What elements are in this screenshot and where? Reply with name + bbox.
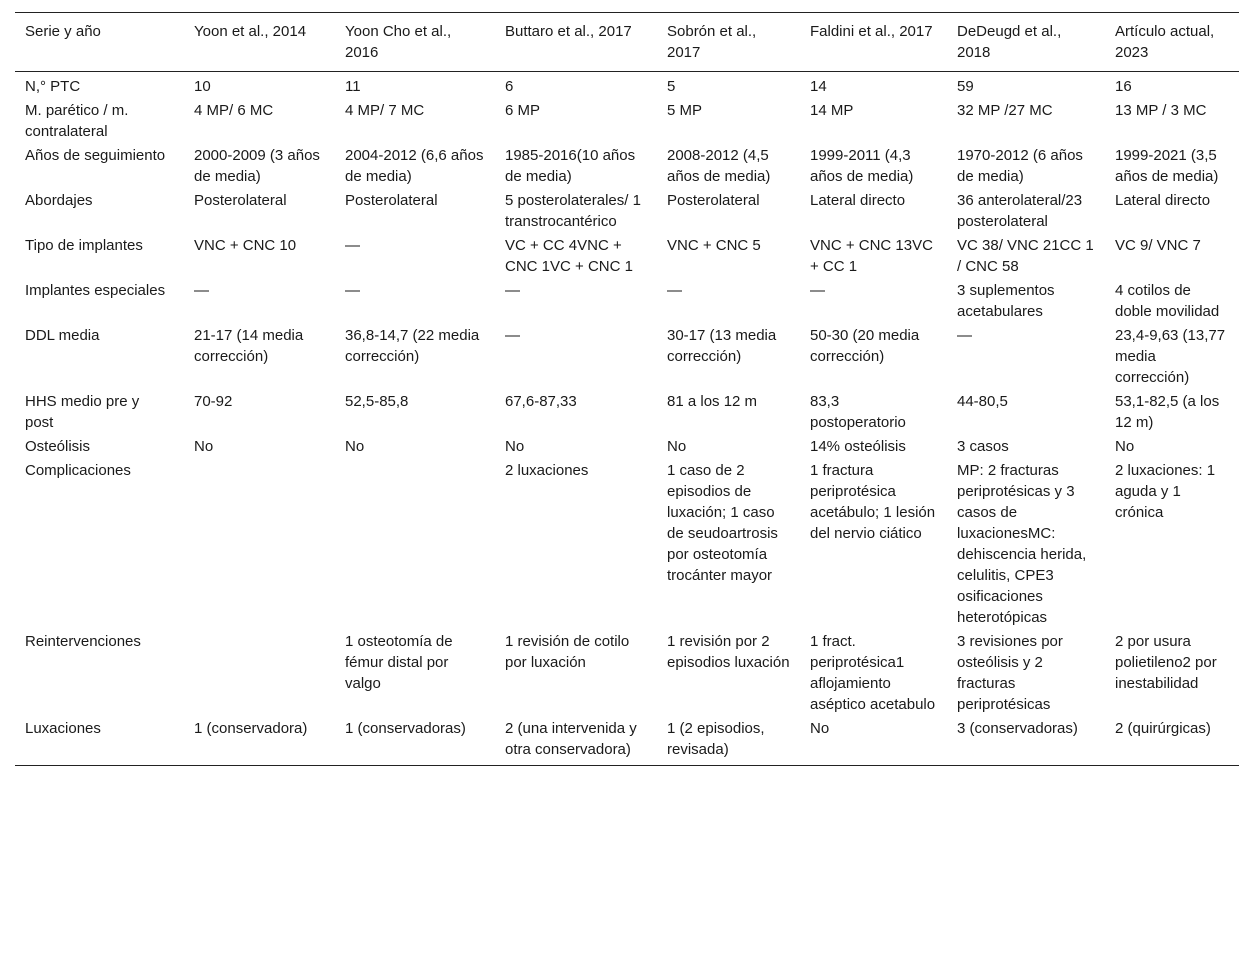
table-cell: 4 MP/ 7 MC: [345, 102, 425, 119]
table-cell: No: [505, 438, 525, 455]
table-cell: 3 revisiones por osteólisis y 2 fracturas periprotésicas: [957, 633, 1063, 713]
table-cell: 1 (conservadoras): [345, 720, 466, 737]
row-label: Tipo de implantes: [25, 237, 143, 254]
table-cell: 1 osteotomía de fémur distal por valgo: [345, 633, 453, 692]
table-cell: 32 MP /27 MC: [957, 102, 1053, 119]
table-row: [15, 459, 1239, 630]
table-cell: 53,1-82,5 (a los 12 m): [1115, 393, 1220, 431]
table-cell: 1 caso de 2 episodios de luxación; 1 caso de seudoartrosis por osteotomía trocánter mayor: [667, 462, 778, 584]
header-cell: Artículo actual, 2023: [1115, 23, 1215, 61]
table-cell: 10: [194, 78, 211, 95]
table-cell: 3 suplementos acetabulares: [957, 282, 1055, 320]
header-cell: Faldini et al., 2017: [810, 23, 933, 40]
table-cell: 1 fractura periprotésica acetábulo; 1 lesión del nervio ciático: [810, 462, 936, 542]
row-label: DDL media: [25, 327, 100, 344]
table-cell: Lateral directo: [1115, 192, 1211, 209]
table-cell: [800, 762, 947, 766]
table-cell: Posterolateral: [667, 192, 760, 209]
table-cell: 1999-2011 (4,3 años de media): [810, 147, 914, 185]
table-cell: 2008-2012 (4,5 años de media): [667, 147, 771, 185]
table-cell: VC + CC 4VNC + CNC 1VC + CNC 1: [505, 237, 633, 275]
table-cell: 5: [667, 78, 676, 95]
row-label: Abordajes: [25, 192, 93, 209]
table-cell: [495, 762, 657, 766]
table-cell: No: [810, 720, 830, 737]
table-cell: 1970-2012 (6 años de media): [957, 147, 1083, 185]
table-cell: No: [1115, 438, 1135, 455]
table-cell: 2 luxaciones: [505, 462, 589, 479]
table-cell: 3 casos: [957, 438, 1009, 455]
header-cell: Buttaro et al., 2017: [505, 23, 632, 40]
table-cell: 2 (quirúrgicas): [1115, 720, 1211, 737]
table-cell: VC 38/ VNC 21CC 1 / CNC 58: [957, 237, 1094, 275]
table-cell: 36 anterolateral/23 posterolateral: [957, 192, 1083, 230]
table-row: [15, 324, 1239, 390]
table-cell: 6: [505, 78, 514, 95]
table-cell: —: [345, 237, 360, 254]
table-cell: 2000-2009 (3 años de media): [194, 147, 320, 185]
table-cell: 2 por usura polietileno2 por inestabilidad: [1115, 633, 1217, 692]
row-label: Osteólisis: [25, 438, 91, 455]
table-cell: —: [345, 282, 360, 299]
table-row: [15, 99, 1239, 144]
table-cell: 11: [345, 78, 361, 95]
table-cell: 1985-2016(10 años de media): [505, 147, 636, 185]
header-cell: Sobrón et al., 2017: [667, 23, 757, 61]
table-cell: VC 9/ VNC 7: [1115, 237, 1201, 254]
table-cell: 13 MP / 3 MC: [1115, 102, 1207, 119]
table-row: [15, 630, 1239, 717]
table-cell: 5 MP: [667, 102, 703, 119]
row-label: Luxaciones: [25, 720, 101, 737]
table-cell: 2 luxaciones: 1 aguda y 1 crónica: [1115, 462, 1216, 521]
table-cell: [1105, 762, 1239, 766]
comparison-table: [15, 12, 1239, 766]
table-row: [15, 390, 1239, 435]
header-cell: Yoon Cho et al., 2016: [345, 23, 452, 61]
table-row: [15, 72, 1239, 100]
table-cell: Posterolateral: [345, 192, 438, 209]
table-cell: MP: 2 fracturas periprotésicas y 3 casos de luxacionesMC: dehiscencia herida, celulitis, CPE3 osificaciones heterotópicas: [957, 462, 1087, 626]
table-cell: Lateral directo: [810, 192, 906, 209]
row-label: M. parético / m. contralateral: [25, 102, 129, 140]
table-cell: 14 MP: [810, 102, 854, 119]
table-row: [15, 234, 1239, 279]
table-row: [15, 189, 1239, 234]
table-cell: [184, 459, 335, 630]
table-row: [15, 762, 1239, 766]
table-cell: No: [667, 438, 687, 455]
table-cell: 2004-2012 (6,6 años de media): [345, 147, 484, 185]
table-cell: 14% osteólisis: [810, 438, 906, 455]
table-cell: —: [505, 327, 520, 344]
table-cell: [335, 762, 495, 766]
table-row: [15, 435, 1239, 459]
table-cell: [657, 762, 800, 766]
table-cell: —: [667, 282, 682, 299]
table-cell: 4 MP/ 6 MC: [194, 102, 274, 119]
table-row: [15, 717, 1239, 762]
header-cell: Yoon et al., 2014: [194, 23, 307, 40]
row-label: Implantes especiales: [25, 282, 166, 299]
table-cell: 67,6-87,33: [505, 393, 577, 410]
row-label: [15, 762, 184, 766]
table-cell: 83,3 postoperatorio: [810, 393, 906, 431]
table-cell: 1999-2021 (3,5 años de media): [1115, 147, 1219, 185]
row-label: Complicaciones: [25, 462, 131, 479]
table-cell: 2 (una intervenida y otra conservadora): [505, 720, 637, 758]
table-cell: —: [194, 282, 209, 299]
table-cell: 23,4-9,63 (13,77 media corrección): [1115, 327, 1226, 386]
row-label: HHS medio pre y post: [25, 393, 140, 431]
table-cell: —: [810, 282, 825, 299]
table-cell: [184, 762, 335, 766]
table-cell: 6 MP: [505, 102, 541, 119]
table-cell: 3 (conservadoras): [957, 720, 1078, 737]
table-header-row: [15, 13, 1239, 72]
table-row: [15, 279, 1239, 324]
table-cell: 50-30 (20 media corrección): [810, 327, 920, 365]
table-cell: 1 (conservadora): [194, 720, 308, 737]
table-cell: 81 a los 12 m: [667, 393, 758, 410]
table-cell: [947, 762, 1105, 766]
row-label: Años de seguimiento: [25, 147, 166, 164]
table-cell: 1 revisión por 2 episodios luxación: [667, 633, 790, 671]
table-cell: 4 cotilos de doble movilidad: [1115, 282, 1220, 320]
table-cell: No: [345, 438, 365, 455]
table-cell: VNC + CNC 13VC + CC 1: [810, 237, 933, 275]
table-row: [15, 144, 1239, 189]
table-cell: 21-17 (14 media corrección): [194, 327, 304, 365]
table-cell: 70-92: [194, 393, 233, 410]
table-cell: 59: [957, 78, 974, 95]
table-cell: VNC + CNC 5: [667, 237, 761, 254]
table-cell: 30-17 (13 media corrección): [667, 327, 777, 365]
table-cell: —: [957, 327, 972, 344]
row-label: N,° PTC: [25, 78, 81, 95]
table-cell: [335, 459, 495, 630]
table-cell: [184, 630, 335, 717]
header-cell: Serie y año: [25, 23, 101, 40]
table-cell: 1 revisión de cotilo por luxación: [505, 633, 630, 671]
header-cell: DeDeugd et al., 2018: [957, 23, 1062, 61]
table-cell: 5 posterolaterales/ 1 transtrocantérico: [505, 192, 641, 230]
table-cell: 36,8-14,7 (22 media corrección): [345, 327, 480, 365]
table-cell: 16: [1115, 78, 1132, 95]
table-cell: VNC + CNC 10: [194, 237, 297, 254]
table-cell: 1 fract. periprotésica1 aflojamiento aséptico acetabulo: [810, 633, 936, 713]
table-cell: No: [194, 438, 214, 455]
table-cell: 52,5-85,8: [345, 393, 409, 410]
table-cell: 14: [810, 78, 827, 95]
table-cell: —: [505, 282, 520, 299]
row-label: Reintervenciones: [25, 633, 141, 650]
table-cell: Posterolateral: [194, 192, 287, 209]
table-cell: 1 (2 episodios, revisada): [667, 720, 765, 758]
table-cell: 44-80,5: [957, 393, 1008, 410]
